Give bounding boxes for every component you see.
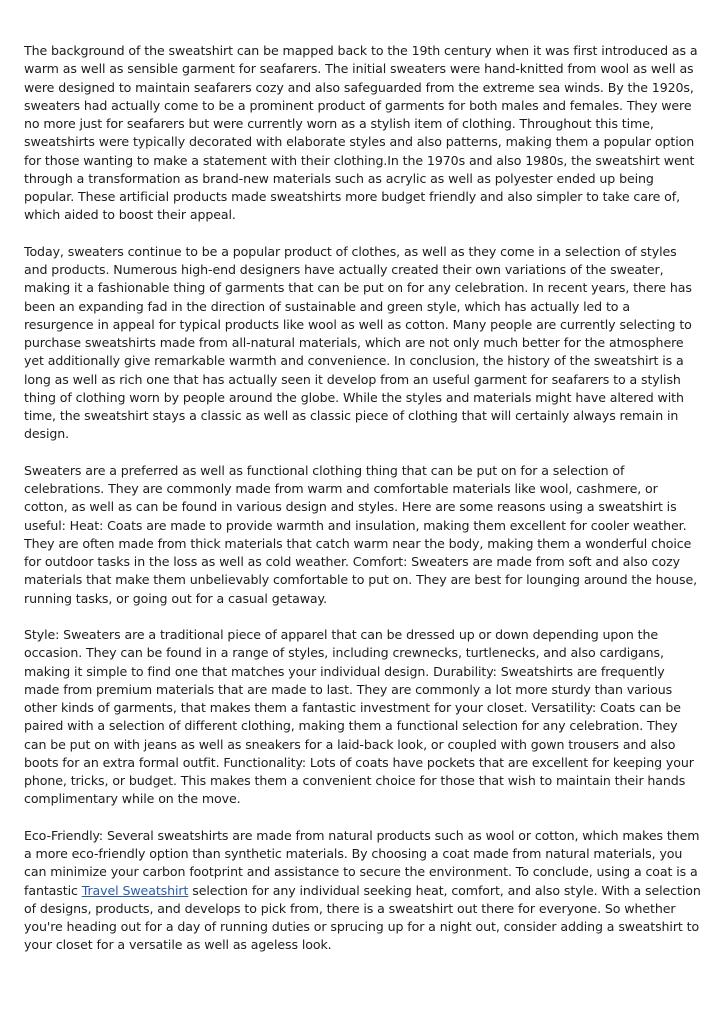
paragraph-today: Today, sweaters continue to be a popular product of clothes, as well as they come in a selection of styles and products. Numerous high-end designers have actually created their own variations of the sweater, making it a fashionable thing of garments that can be put on for any celebration. In recent years, there has been an expanding fad in the direction of sustainable and green style, which has actually led to a resurgence in appeal for typical products like wool as well as cotton. Many people are currently selecting to purchase sweatshirts made from all-natural materials, which are not only much better for the atmosphere yet additionally give remarkable warmth and convenience. In conclusion, the history of the sweatshirt is a long as well as rich one that has actually seen it develop from an useful garment for seafarers to a stylish thing of clothing worn by people around the globe. While the styles and materials might have altered with time, the sweatshirt stays a classic as well as classic piece of clothing that will certainly always remain in design. [24,243,692,442]
eco-text-before-link: Eco-Friendly: Several sweatshirts are made from natural products such as wool or cotton, which makes them a more eco-friendly option than synthetic materials. By choosing a coat made from natural materials, you can minimize your carbon footprint and assistance to secure the environment. To conclude, using a coat is a fantastic [24,827,700,898]
eco-text-after-link: selection for any individual seeking heat, comfort, and also style. With a selection of designs, products, and develops to pick from, there is a sweatshirt out there for everyone. So whether you're heading out for a day of running duties or sprucing up for a night out, consider adding a sweatshirt to your closet for a versatile as well as ageless look. [24,882,701,953]
paragraph-history: The background of the sweatshirt can be mapped back to the 19th century when it was first introduced as a warm as well as sensible garment for seafarers. The initial sweaters were hand-knitted from wool as well as were designed to maintain seafarers cozy and also safeguarded from the extreme sea winds. By the 1920s, sweaters had actually come to be a prominent product of garments for both males and females. They were no more just for seafarers but were currently worn as a stylish item of clothing. Throughout this time, sweatshirts were typically decorated with elaborate styles and also patterns, making them a popular option for those wanting to make a statement with their clothing.In the 1970s and also 1980s, the sweatshirt went through a transformation as brand-new materials such as acrylic as well as polyester ended up being popular. These artificial products made sweatshirts more budget friendly and also simpler to take care of, which aided to boost their appeal. [24,43,698,223]
paragraph-style: Style: Sweaters are a traditional piece of apparel that can be dressed up or down depending upon the occasion. They can be found in a range of styles, including crewnecks, turtlenecks, and also cardigans, making it simple to find one that matches your individual design. Durability: Sweatshirts are frequently made from premium materials that are made to last. They are commonly a lot more sturdy than various other kinds of garments, that makes them a fantastic investment for your closet. Versatility: Coats can be paired with a selection of different clothing, making them a functional selection for any celebration. They can be put on with jeans as well as sneakers for a laid-back look, or coupled with gown trousers and also boots for an extra formal outfit. Functionality: Lots of coats have pockets that are excellent for keeping your phone, tricks, or budget. This makes them a convenient choice for those that wish to maintain their hands complimentary while on the move. [24,627,694,807]
travel-sweatshirt-link[interactable]: Travel Sweatshirt [81,882,189,898]
paragraph-benefits: Sweaters are a preferred as well as functional clothing thing that can be put on for a selection of celebrations. They are commonly made from warm and comfortable materials like wool, cashmere, or cotton, as well as can be found in various design and styles. Here are some reasons using a sweatshirt is useful: Heat: Coats are made to provide warmth and insulation, making them excellent for cooler weather. They are often made from thick materials that catch warm near the body, making them a wonderful choice for outdoor tasks in the loss as well as cold weather. Comfort: Sweaters are made from soft and also cozy materials that make them unbelievably comfortable to put on. They are best for lounging around the house, running tasks, or going out for a casual getaway. [24,462,698,606]
paragraph-eco-friendly [24,827,702,955]
